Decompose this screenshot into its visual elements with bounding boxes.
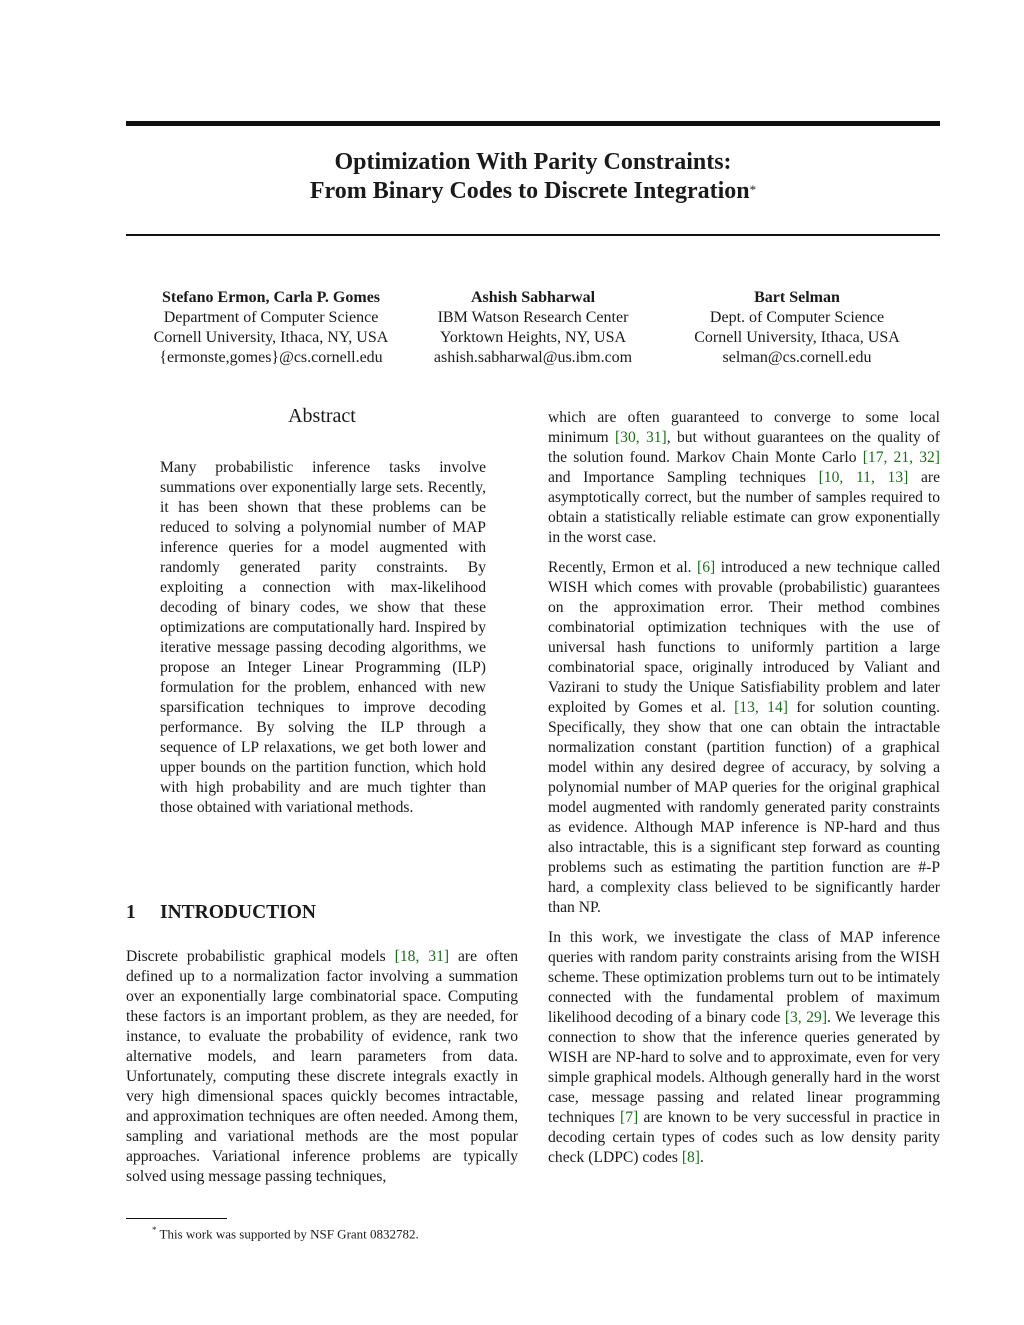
citation-link[interactable]: [18, 31] <box>394 948 450 965</box>
author-block-3 <box>666 288 928 368</box>
footnote-rule <box>126 1218 227 1219</box>
paper-title <box>126 148 940 206</box>
author-name: Ashish Sabharwal <box>470 289 596 306</box>
author-institution: Yorktown Heights, NY, USA <box>439 329 627 346</box>
footnote-text: This work was supported by NSF Grant 0832782. <box>156 1226 419 1242</box>
intro-left-column <box>126 947 518 1187</box>
citation-link[interactable]: [6] <box>697 559 716 576</box>
intro-paragraph-3: Recently, Ermon et al. [6] introduced a new technique called WISH which comes with provable (probabilistic) guarantees on the approximation error. Their method combines combinatorial optimization techniques with the use of universal hash functions to uniformly partition a large combinatorial space, originally introduced by Valiant and Vazirani to study the Unique Satisfiability problem and later exploited by Gomes et al. [13, 14] for solution counting. Specifically, they show that one can obtain the intractable normalization constant (partition function) of a graphical model within any desired degree of accuracy, by solving a polynomial number of MAP queries for the original graphical model augmented with randomly generated parity constraints as evidence. Although MAP inference is NP-hard and thus also intractable, this is a significant step forward as counting problems such as estimating the partition function are #-P hard, a complexity class believed to be significantly harder than NP. <box>548 559 941 916</box>
section-number: 1 <box>126 902 136 923</box>
citation-link[interactable]: [13, 14] <box>734 699 788 716</box>
citation-link[interactable]: [30, 31] <box>614 429 667 446</box>
abstract-text: Many probabilistic inference tasks involve summations over exponentially large sets. Recently, it has been shown that these problems can be reduced to solving a polynomial number of MAP inference queries for a model augmented with randomly generated parity constraints. By exploiting a connection with max-likelihood decoding of binary codes, we show that these optimizations are computationally hard. Inspired by iterative message passing decoding algorithms, we propose an Integer Linear Programming (ILP) formulation for the problem, enhanced with new sparsification techniques to improve decoding performance. By solving the ILP through a sequence of LP relaxations, we get both lower and upper bounds on the partition function, which hold with high probability and are much tighter than those obtained with variational methods. <box>160 459 486 816</box>
title-line-2: From Binary Codes to Discrete Integration* <box>309 178 757 204</box>
author-name: Bart Selman <box>754 289 840 306</box>
author-dept: Department of Computer Science <box>163 309 379 326</box>
author-email: ashish.sabharwal@us.ibm.com <box>433 349 633 366</box>
top-thick-rule <box>126 121 940 126</box>
intro-paragraph-4: In this work, we investigate the class of MAP inference queries with random parity constraints arising from the WISH scheme. These optimization problems turn out to be intimately connected with the fundamental problem of maximum likelihood decoding of a binary code [3, 29]. We leverage this connection to show that the inference queries generated by WISH are NP-hard to solve and to approximate, even for very simple graphical models. Although generally hard in the worst case, message passing and related linear programming techniques [7] are known to be very successful in practice in decoding certain types of codes such as low density parity check (LDPC) codes [8]. <box>548 929 940 1166</box>
citation-link[interactable]: [3, 29] <box>784 1009 828 1026</box>
intro-paragraph-1: Discrete probabilistic graphical models [18, 31] are often defined up to a normalization factor involving a summation over an exponentially large combinatorial space. Computing these factors is an important problem, as they are needed, for instance, to evaluate the probability of evidence, rank two alternative models, and learn parameters from data. Unfortunately, computing these discrete integrals exactly in very high dimensional spaces quickly becomes intractable, and approximation techniques are often needed. Among them, sampling and variational methods are the most popular approaches. Variational inference problems are typically solved using message passing techniques, <box>126 948 519 1185</box>
author-institution: Cornell University, Ithaca, NY, USA <box>153 329 389 346</box>
abstract-heading: Abstract <box>288 405 356 427</box>
footnote <box>152 1221 518 1243</box>
citation-link[interactable]: [8] <box>681 1149 700 1166</box>
title-footnote-mark: * <box>749 182 757 197</box>
title-line-1: Optimization With Parity Constraints: <box>334 149 732 175</box>
citation-link[interactable]: [17, 21, 32] <box>862 449 940 466</box>
intro-paragraph-2: which are often guaranteed to converge to some local minimum [30, 31], but without guarantees on the quality of the solution found. Markov Chain Monte Carlo [17, 21, 32] and Importance Sampling techniques [10, 11, 13] are asymptotically correct, but the number of samples required to obtain a statistically reliable estimate can grow exponentially in the worst case. <box>548 409 941 546</box>
author-dept: Dept. of Computer Science <box>709 309 885 326</box>
citation-link[interactable]: [10, 11, 13] <box>818 469 909 486</box>
author-email: {ermonste,gomes}@cs.cornell.edu <box>159 349 383 366</box>
section-title: INTRODUCTION <box>160 902 317 923</box>
section-heading-introduction <box>126 901 518 925</box>
citation-link[interactable]: [7] <box>620 1109 639 1126</box>
author-email: selman@cs.cornell.edu <box>722 349 872 366</box>
author-name: Stefano Ermon, Carla P. Gomes <box>161 289 381 306</box>
intro-right-column <box>548 408 940 1168</box>
footnote-mark: * <box>152 1225 157 1235</box>
author-dept: IBM Watson Research Center <box>437 309 629 326</box>
author-institution: Cornell University, Ithaca, USA <box>694 329 900 346</box>
author-block-1 <box>126 288 416 368</box>
author-block-2 <box>413 288 653 368</box>
title-bottom-rule <box>126 234 940 236</box>
